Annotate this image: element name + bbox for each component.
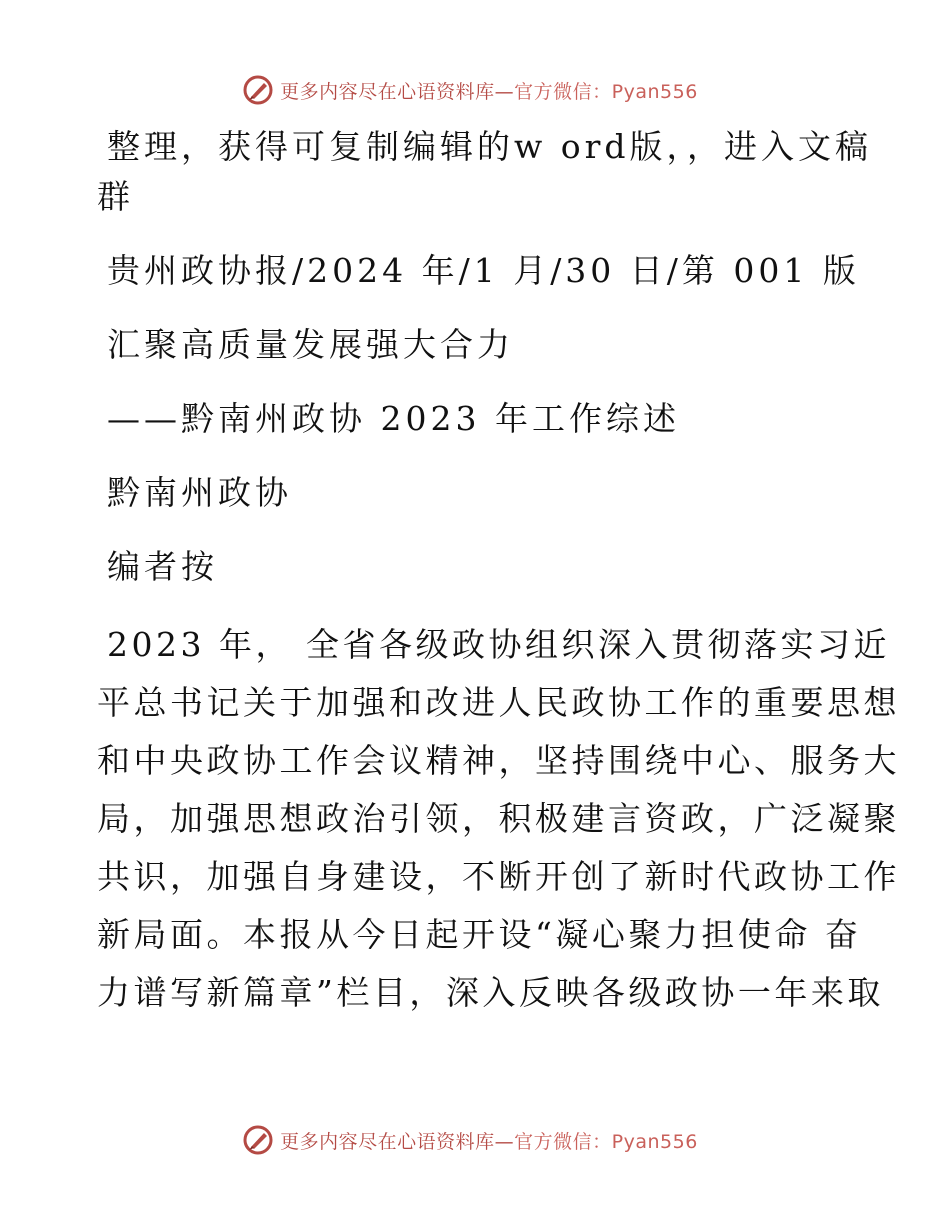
body-line: 和中央政协工作会议精神，坚持围绕中心、服务大 [97, 741, 900, 780]
quill-pen-logo-icon [242, 74, 274, 106]
watermark-group [242, 74, 698, 106]
source-line: 贵州政协报/2024 年/1 月/30 日/第 001 版 [107, 251, 860, 290]
body-line: 2023 年， 全省各级政协组织深入贯彻落实习近 [107, 625, 890, 664]
document-body [97, 122, 900, 1022]
body-line: 局，加强思想政治引领，积极建言资政，广泛凝聚 [97, 799, 900, 838]
article-author: 黔南州政协 [107, 473, 292, 512]
watermark-text [280, 1127, 698, 1154]
watermark-wechat-text: 官方微信：Pyan556 [514, 1130, 698, 1153]
article-subtitle: ——黔南州政协 2023 年工作综述 [107, 399, 680, 438]
footer-watermark [0, 1120, 950, 1160]
watermark-group [242, 1124, 698, 1156]
watermark-site-text: 更多内容尽在心语资料库— [280, 80, 515, 103]
watermark-wechat-text: 官方微信：Pyan556 [514, 80, 698, 103]
article-title: 汇聚高质量发展强大合力 [107, 325, 514, 364]
body-line: 力谱写新篇章”栏目，深入反映各级政协一年来取 [97, 973, 884, 1012]
intro-line-2: 群 [97, 177, 134, 216]
quill-pen-logo-icon [242, 1124, 274, 1156]
section-heading: 编者按 [107, 547, 218, 586]
body-line: 共识，加强自身建设，不断开创了新时代政协工作 [97, 857, 900, 896]
body-line: 平总书记关于加强和改进人民政协工作的重要思想 [97, 683, 900, 722]
intro-line-1: 整理，获得可复制编辑的w ord版，，进入文稿 [107, 127, 873, 166]
watermark-text [280, 77, 698, 104]
body-line: 新局面。本报从今日起开设“凝心聚力担使命 奋 [97, 915, 862, 954]
editor-note-paragraph [97, 616, 900, 1022]
watermark-site-text: 更多内容尽在心语资料库— [280, 1130, 515, 1153]
header-watermark [0, 70, 950, 110]
